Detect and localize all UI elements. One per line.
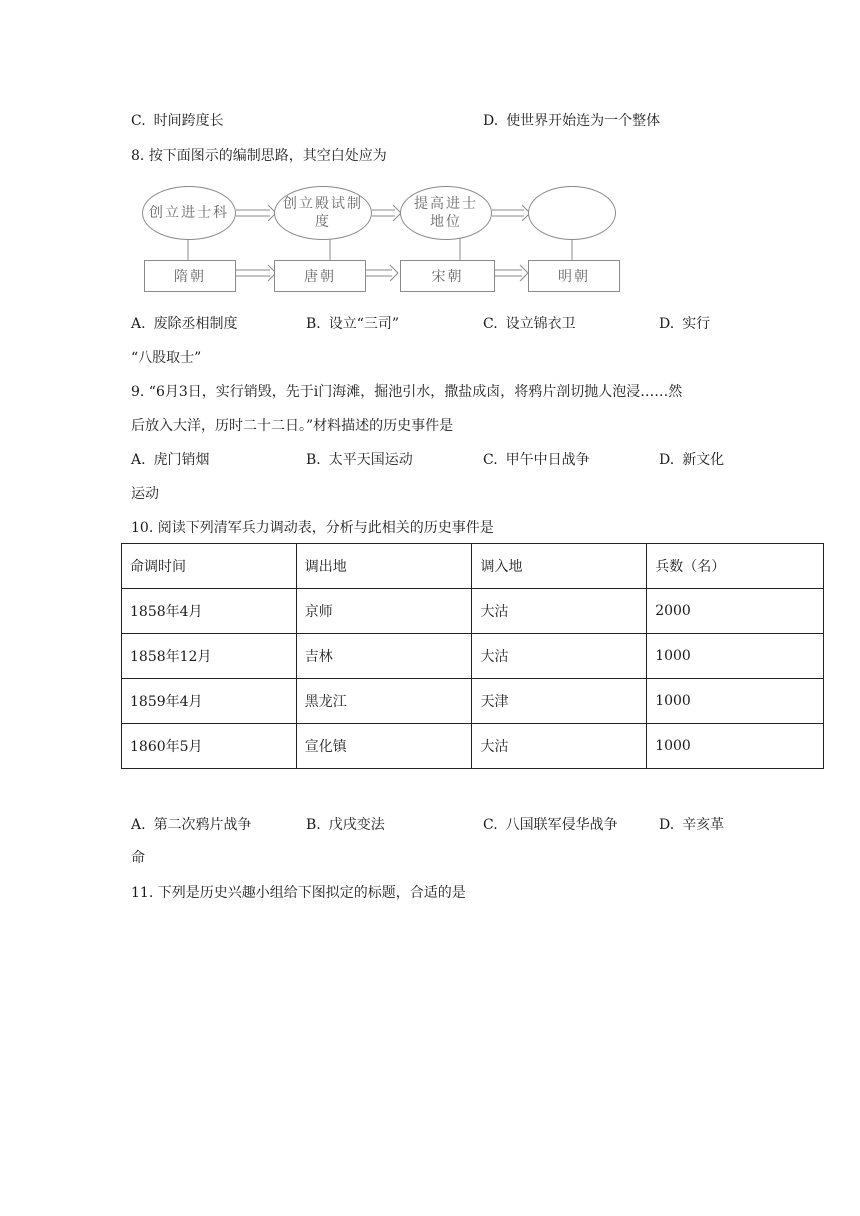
q10-stem: 10. 阅读下列清军兵力调动表，分析与此相关的历史事件是 (131, 520, 494, 536)
q9-option-d-continued: 运动 (131, 486, 159, 502)
q8-option-c: C. 设立锦衣卫 (483, 316, 576, 332)
diagram-node-jinshike: 创立进士科 (142, 186, 236, 240)
cell-from: 黑龙江 (296, 679, 472, 724)
arrow-top-3 (492, 205, 530, 221)
cell-to: 大沽 (472, 589, 647, 634)
q9-stem-line2: 后放入大洋，历时二十二日。”材料描述的历史事件是 (131, 418, 454, 434)
cell-troops: 1000 (647, 724, 824, 769)
q9-option-a: A. 虎门销烟 (131, 452, 210, 468)
table-row (122, 724, 824, 769)
cell-troops: 1000 (647, 679, 824, 724)
table-row (122, 634, 824, 679)
diagram-box-tang: 唐朝 (274, 260, 366, 292)
q9-option-d: D. 新文化 (659, 452, 725, 468)
q9-option-c: C. 甲午中日战争 (483, 452, 590, 468)
q10-option-d-continued: 命 (131, 850, 145, 866)
diagram-box-ming: 明朝 (528, 260, 620, 292)
arrow-bottom-2 (366, 265, 398, 281)
q10-option-d: D. 辛亥革 (659, 817, 725, 833)
table-row (122, 589, 824, 634)
q10-option-b: B. 戊戌变法 (306, 817, 385, 833)
q7-option-d: D. 使世界开始连为一个整体 (483, 113, 661, 129)
arrow-top-1 (236, 205, 276, 221)
q7-option-c: C. 时间跨度长 (131, 113, 224, 129)
q9-stem-line1: 9. “6月3日，实行销毁，先于i门海滩，掘池引水，撒盐成卤，将鸦片剖切抛人泡浸……然 (131, 384, 683, 400)
diagram-box-song: 宋朝 (400, 260, 495, 292)
arrow-bottom-3 (495, 265, 528, 281)
cell-to: 天津 (472, 679, 647, 724)
cell-time: 1858年12月 (122, 634, 297, 679)
cell-from: 宣化镇 (296, 724, 472, 769)
arrow-top-2 (372, 205, 401, 221)
q8-option-d-continued: “八股取士” (131, 350, 202, 366)
diagram-box-sui: 隋朝 (144, 260, 236, 292)
q9-option-b: B. 太平天国运动 (306, 452, 413, 468)
header-from: 调出地 (296, 544, 472, 589)
cell-troops: 1000 (647, 634, 824, 679)
cell-time: 1859年4月 (122, 679, 297, 724)
troop-movement-table (121, 543, 824, 769)
arrow-bottom-1 (236, 265, 276, 281)
q8-flow-diagram (140, 183, 620, 293)
q8-option-d: D. 实行 (659, 316, 711, 332)
cell-from: 吉林 (296, 634, 472, 679)
diagram-node-jinshi-status: 提高进士地位 (400, 186, 492, 240)
diagram-node-dianshi: 创立殿试制度 (274, 186, 372, 240)
q10-option-a: A. 第二次鸦片战争 (131, 817, 252, 833)
header-time: 命调时间 (122, 544, 297, 589)
cell-to: 大沽 (472, 634, 647, 679)
q10-option-c: C. 八国联军侵华战争 (483, 817, 618, 833)
cell-time: 1860年5月 (122, 724, 297, 769)
q8-stem: 8. 按下面图示的编制思路，其空白处应为 (131, 148, 387, 164)
q11-stem: 11. 下列是历史兴趣小组给下图拟定的标题，合适的是 (131, 885, 466, 901)
cell-time: 1858年4月 (122, 589, 297, 634)
q8-option-b: B. 设立“三司” (306, 316, 400, 332)
cell-troops: 2000 (647, 589, 824, 634)
header-troops: 兵数（名） (647, 544, 824, 589)
diagram-node-blank (528, 186, 616, 240)
header-to: 调入地 (472, 544, 647, 589)
q8-option-a: A. 废除丞相制度 (131, 316, 238, 332)
table-header-row (122, 544, 824, 589)
cell-from: 京师 (296, 589, 472, 634)
table-row (122, 679, 824, 724)
cell-to: 大沽 (472, 724, 647, 769)
